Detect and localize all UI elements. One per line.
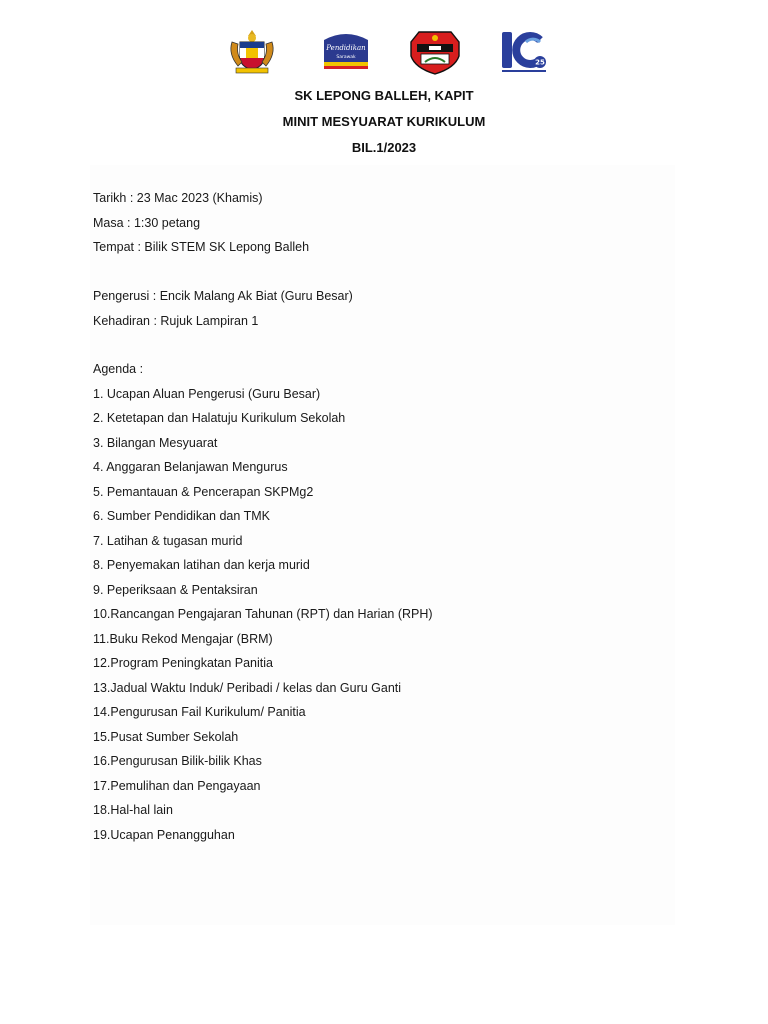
meeting-participants bbox=[93, 284, 353, 333]
agenda-item: 10.Rancangan Pengajaran Tahunan (RPT) dan Harian (RPH) bbox=[93, 607, 433, 621]
agenda-item: 17.Pemulihan dan Pengayaan bbox=[93, 778, 261, 793]
agenda-item: 9. Peperiksaan & Pentaksiran bbox=[93, 582, 258, 597]
agenda-item: 2. Ketetapan dan Halatuju Kurikulum Sekolah bbox=[93, 411, 346, 425]
ics-logo bbox=[496, 28, 552, 76]
meeting-date: Tarikh : 23 Mac 2023 (Khamis) bbox=[93, 191, 263, 205]
agenda-heading: Agenda : bbox=[93, 362, 144, 376]
agenda-item: 14.Pengurusan Fail Kurikulum/ Panitia bbox=[93, 705, 306, 719]
school-badge-logo bbox=[407, 28, 463, 76]
agenda-item: 4. Anggaran Belanjawan Mengurus bbox=[93, 460, 288, 474]
coat-of-arms-logo bbox=[224, 28, 280, 76]
agenda-item: 3. Bilangan Mesyuarat bbox=[93, 435, 218, 450]
agenda-item: 16.Pengurusan Bilik-bilik Khas bbox=[93, 754, 262, 768]
ics-badge-number: 25 bbox=[535, 58, 545, 67]
agenda-item: 13.Jadual Waktu Induk/ Peribadi / kelas dan Guru Ganti bbox=[93, 680, 402, 695]
meeting-place: Tempat : Bilik STEM SK Lepong Balleh bbox=[93, 240, 310, 254]
logo-row bbox=[0, 28, 768, 76]
agenda-item: 6. Sumber Pendidikan dan TMK bbox=[93, 509, 270, 523]
agenda-item: 19.Ucapan Penangguhan bbox=[93, 827, 235, 842]
agenda-item: 15.Pusat Sumber Sekolah bbox=[93, 729, 239, 744]
agenda-section bbox=[93, 357, 433, 847]
agenda-item: 5. Pemantauan & Pencerapan SKPMg2 bbox=[93, 484, 314, 499]
meeting-details bbox=[93, 186, 309, 260]
meeting-chair: Pengerusi : Encik Malang Ak Biat (Guru Besar) bbox=[93, 289, 353, 303]
agenda-item: 11.Buku Rekod Mengajar (BRM) bbox=[93, 631, 273, 646]
document-title: MINIT MESYUARAT KURIKULUM bbox=[282, 114, 486, 129]
agenda-item: 18.Hal-hal lain bbox=[93, 803, 173, 817]
school-name: SK LEPONG BALLEH, KAPIT bbox=[294, 88, 474, 103]
agenda-item: 1. Ucapan Aluan Pengerusi (Guru Besar) bbox=[93, 386, 321, 401]
agenda-item: 12.Program Peningkatan Panitia bbox=[93, 656, 273, 670]
meeting-attendance: Kehadiran : Rujuk Lampiran 1 bbox=[93, 313, 259, 328]
pendidikan-logo-text: Pendidikan bbox=[326, 44, 366, 52]
pendidikan-sarawak-logo bbox=[318, 28, 374, 76]
agenda-item: 8. Penyemakan latihan dan kerja murid bbox=[93, 558, 310, 572]
meeting-number: BIL.1/2023 bbox=[351, 140, 417, 155]
sarawak-logo-text: Sarawak bbox=[336, 55, 356, 60]
agenda-item: 7. Latihan & tugasan murid bbox=[93, 533, 243, 548]
meeting-time: Masa : 1:30 petang bbox=[93, 215, 201, 230]
